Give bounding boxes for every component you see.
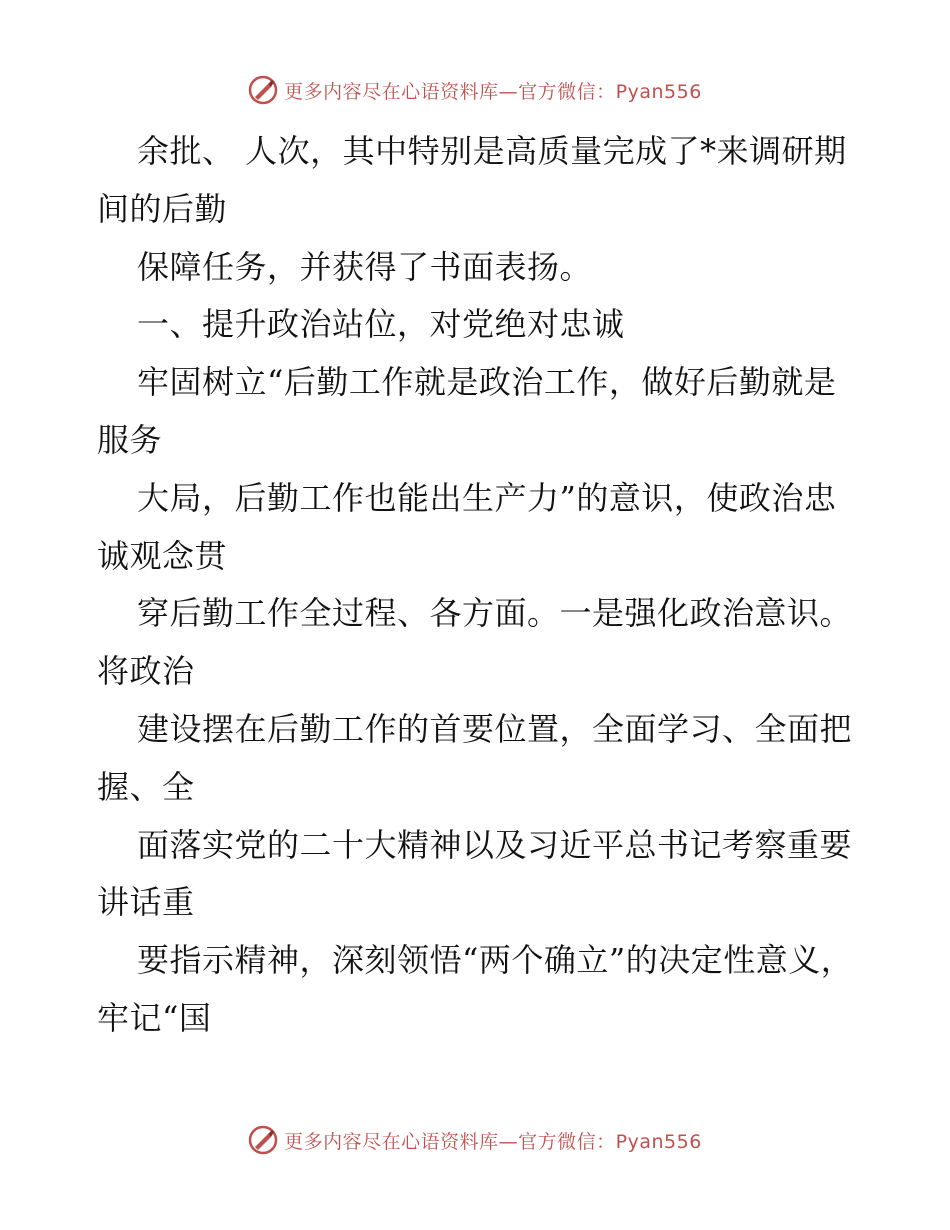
paragraph: 面落实党的二十大精神以及习近平总书记考察重要讲话重 bbox=[97, 825, 853, 922]
pen-logo-icon bbox=[248, 1125, 278, 1155]
paragraph: 保障任务，并获得了书面表扬。 bbox=[137, 247, 593, 286]
paragraph: 余批、 人次，其中特别是高质量完成了*来调研期间的后勤 bbox=[97, 132, 847, 228]
pen-logo-icon bbox=[248, 75, 278, 105]
watermark-header bbox=[0, 72, 950, 108]
paragraph: 穿后勤工作全过程、各方面。一是强化政治意识。将政治 bbox=[97, 594, 853, 691]
paragraph: 建设摆在后勤工作的首要位置，全面学习、全面把握、全 bbox=[97, 709, 853, 806]
watermark-text: 更多内容尽在心语资料库—官方微信：Pyan556 bbox=[284, 80, 702, 103]
paragraph: 大局，后勤工作也能出生产力”的意识，使政治忠诚观念贯 bbox=[97, 478, 837, 575]
watermark-footer bbox=[0, 1122, 950, 1158]
watermark-text: 更多内容尽在心语资料库—官方微信：Pyan556 bbox=[284, 1130, 702, 1153]
paragraph: 要指示精神，深刻领悟“两个确立”的决定性意义，牢记“国 bbox=[97, 941, 854, 1037]
paragraph: 牢固树立“后勤工作就是政治工作，做好后勤就是服务 bbox=[97, 363, 837, 459]
section-heading: 一、提升政治站位，对党绝对忠诚 bbox=[137, 305, 625, 344]
document-body bbox=[97, 123, 857, 1048]
